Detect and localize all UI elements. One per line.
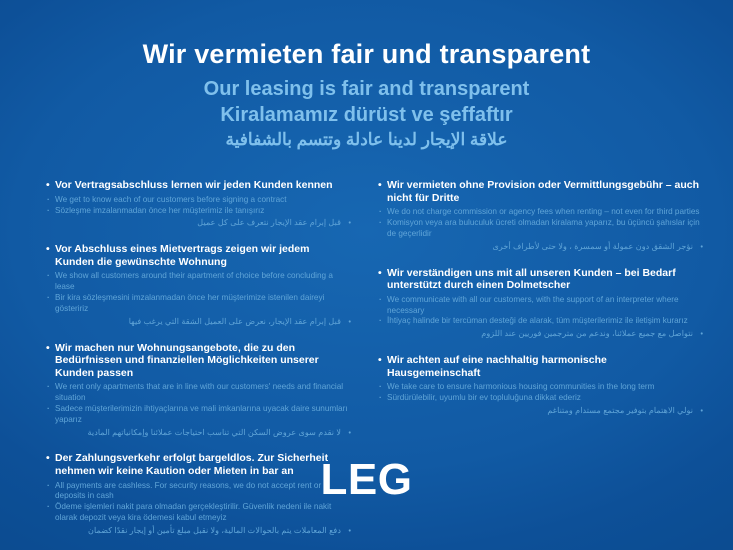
benefit-line-tr: · İhtiyaç halinde bir tercüman desteği de alarak, tüm müşterilerimiz ile iletişim kurarız [378,316,703,327]
benefit-heading-de: • Wir vermieten ohne Provision oder Vermittlungsgebühr – auch nicht für Dritte [378,179,703,204]
benefit-line-tr: · Sözleşme imzalanmadan önce her müşterimiz ile tanışırız [46,206,351,217]
benefit-heading-de: • Vor Vertragsabschluss lernen wir jeden Kunden kennen [46,179,351,192]
benefit-line-en: · We do not charge commission or agency fees when renting – not even for third parties [378,207,703,218]
benefit-line-ar: • قبل إبرام عقد الإيجار نتعرف على كل عميل [46,218,351,229]
benefit-line-en: · We get to know each of our customers before signing a contract [46,195,351,206]
benefit-block-harmonious-community [378,354,703,417]
benefit-line-ar: • نتواصل مع جميع عملائنا، وندعم من مترجمين فوريين عند اللزوم [378,329,703,340]
benefit-line-en: · We show all customers around their apartment of choice before concluding a lease [46,271,351,293]
benefit-line-ar: • نولي الاهتمام بتوفير مجتمع مستدام ومتناغم [378,406,703,417]
benefit-line-ar: • دفع المعاملات يتم بالحوالات المالية، ولا نقبل مبلغ تأمين أو إيجار نقدًا كضمان [46,526,351,537]
benefit-line-tr: · Sürdürülebilir, uyumlu bir ev topluluğuna dikkat ederiz [378,393,703,404]
benefit-block-show-apartment [46,243,351,327]
benefit-line-ar: • نؤجر الشقق دون عمولة أو سمسرة ، ولا حتى لأطراف أخرى [378,242,703,253]
benefit-heading-de: • Wir achten auf eine nachhaltig harmonische Hausgemeinschaft [378,354,703,379]
benefit-line-en: · We rent only apartments that are in line with our customers' needs and financial situation [46,382,351,404]
leg-logo: LEG [320,455,413,504]
headline-german: Wir vermieten fair und transparent [142,39,591,69]
benefit-line-tr: · Sadece müşterilerimizin ihtiyaçlarına ve mali imkanlarına uyacak daire sunumları yaparız [46,404,351,426]
benefit-block-no-commission [378,179,703,253]
benefit-line-tr: · Bir kira sözleşmesini imzalanmadan önce her müşterimize istenilen daireyi gösteririz [46,293,351,315]
benefit-block-interpreter [378,267,703,341]
benefit-line-ar: • قبل إبرام عقد الإيجار، نعرض على العميل الشقة التي يرغب فيها [46,317,351,328]
benefit-line-tr: · Ödeme işlemleri nakit para olmadan gerçekleştirilir. Güvenlik nedeni ile nakit olarak depozit veya kira ödemesi kabul etmeyiz [46,502,351,524]
benefit-heading-de: • Vor Abschluss eines Mietvertrags zeigen wir jedem Kunden die gewünschte Wohnung [46,243,351,268]
benefit-line-tr: · Komisyon veya ara buluculuk ücreti olmadan kiralama yaparız, bu üçüncü şahıslar için de geçerlidir [378,218,703,240]
benefit-heading-de: • Der Zahlungsverkehr erfolgt bargeldlos. Zur Sicherheit nehmen wir keine Kaution oder Mieten in bar an [46,452,351,477]
headline-turkish: Kiralamamız dürüst ve şeffaftır [220,104,513,127]
benefit-heading-de: • Wir machen nur Wohnungsangebote, die zu den Bedürfnissen und finanziellen Möglichkeiten unserer Kunden passen [46,342,351,380]
benefit-line-en: · We communicate with all our customers, with the support of an interpreter where necessary [378,295,703,317]
poster-header [0,0,733,153]
benefit-line-en: · All payments are cashless. For security reasons, we do not accept rent or deposits in cash [46,481,351,503]
benefit-line-ar: • لا نقدم سوى عروض السكن التي تناسب احتياجات عملائنا وإمكانياتهم المادية [46,428,351,439]
headline-english: Our leasing is fair and transparent [203,77,530,100]
benefit-heading-de: • Wir verständigen uns mit all unseren Kunden – bei Bedarf unterstützt durch einen Dolmetscher [378,267,703,292]
benefit-line-en: · We take care to ensure harmonious housing communities in the long term [378,382,703,393]
benefit-block-know-customers [46,179,351,229]
benefit-block-suitable-offers [46,342,351,439]
headline-arabic: علاقة الإيجار لدينا عادلة وتتسم بالشفافية [225,130,508,150]
